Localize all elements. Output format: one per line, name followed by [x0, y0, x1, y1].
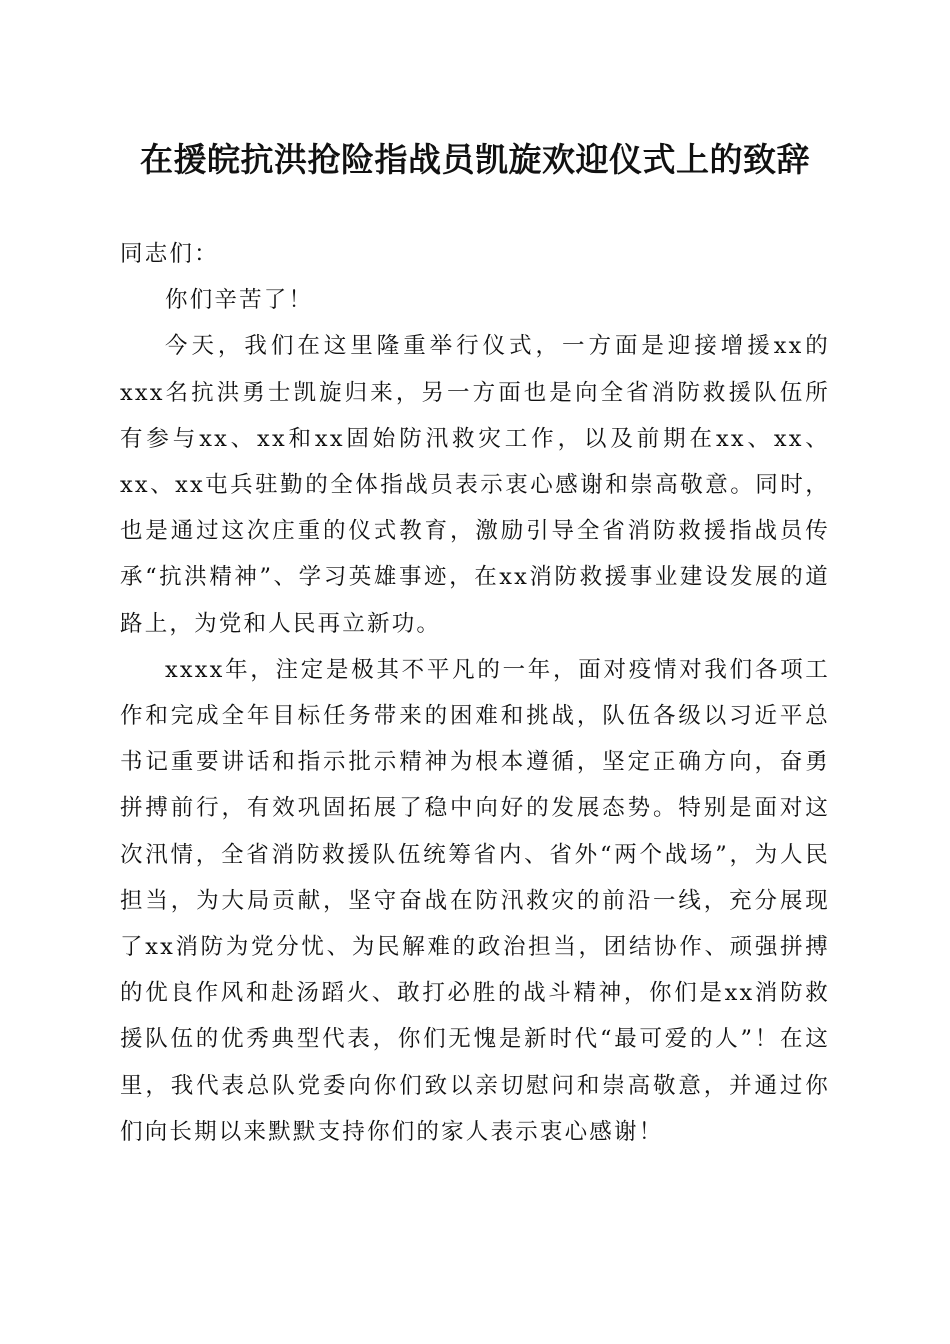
document-body [120, 231, 830, 1155]
paragraph-year-review: xxxx年，注定是极其不平凡的一年，面对疫情对我们各项工作和完成全年目标任务带来的困难和挑战，队伍各级以习近平总书记重要讲话和指示批示精神为根本遵循，坚定正确方向，奋勇拼搏前行，有效巩固拓展了稳中向好的发展态势。特别是面对这次汛情，全省消防救援队伍统筹省内、省外“两个战场”，为人民担当，为大局贡献，坚守奋战在防汛救灾的前沿一线，充分展现了xx消防为党分忧、为民解难的政治担当，团结协作、顽强拼搏的优良作风和赴汤蹈火、敢打必胜的战斗精神，你们是xx消防救援队伍的优秀典型代表，你们无愧是新时代“最可爱的人”！在这里，我代表总队党委向你们致以亲切慰问和崇高敬意，并通过你们向长期以来默默支持你们的家人表示衷心感谢！ [120, 656, 830, 1145]
paragraph-ceremony-purpose: 今天，我们在这里隆重举行仪式，一方面是迎接增援xx的xxx名抗洪勇士凯旋归来，另一方面也是向全省消防救援队伍所有参与xx、xx和xx固始防汛救灾工作，以及前期在xx、xx、xx、xx屯兵驻勤的全体指战员表示衷心感谢和崇高敬意。同时，也是通过这次庄重的仪式教育，激励引导全省消防救援指战员传承“抗洪精神”、学习英雄事迹，在xx消防救援事业建设发展的道路上，为党和人民再立新功。 [120, 333, 830, 637]
paragraph-greeting: 你们辛苦了！ [165, 287, 314, 314]
salutation: 同志们： [120, 241, 219, 267]
document-title: 在援皖抗洪抢险指战员凯旋欢迎仪式上的致辞 [140, 140, 810, 179]
